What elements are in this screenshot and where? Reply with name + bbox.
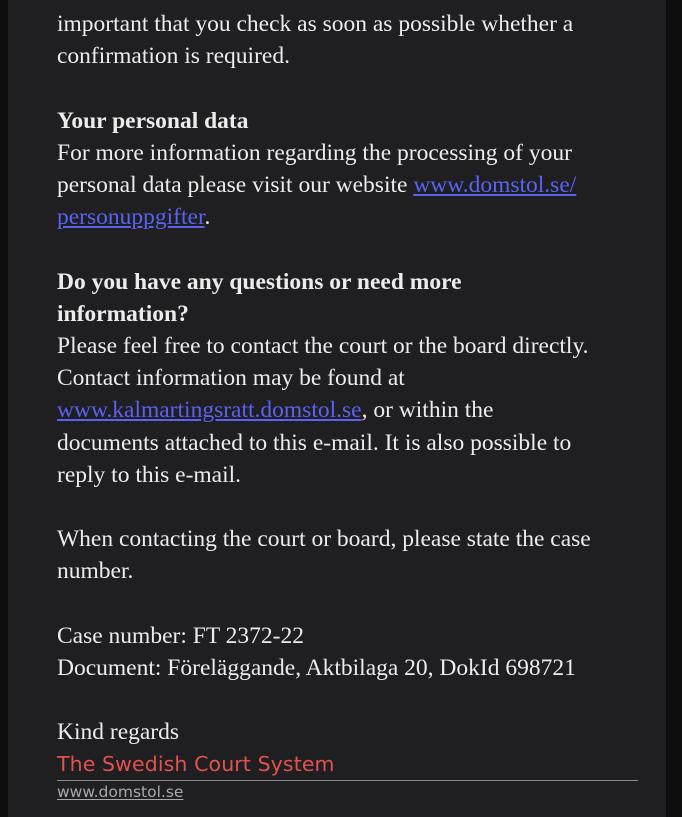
paragraph-gap <box>57 491 657 523</box>
domstol-personuppgifter-link-part-2[interactable]: personuppgifter <box>57 204 205 231</box>
personal-data-line-1: For more information regarding the processing of your <box>57 139 572 166</box>
questions-line-2: Contact information may be found at <box>57 365 405 392</box>
case-number: Case number: FT 2372-22 <box>57 622 304 649</box>
personal-data-line-3 <box>57 201 657 233</box>
questions-line-3 <box>57 394 657 426</box>
period: . <box>204 204 211 231</box>
questions-line-1: Please feel free to contact the court or the board directly. <box>57 333 589 359</box>
intro-line-1: important that you check as soon as possible whether a <box>57 11 574 37</box>
signature-divider <box>57 780 638 781</box>
signature-website-link[interactable]: www.domstol.se <box>57 783 184 801</box>
paragraph-gap <box>57 233 657 265</box>
questions-line-4: documents attached to this e-mail. It is also possible to <box>57 429 572 456</box>
paragraph-gap <box>57 72 657 104</box>
signature-name: The Swedish Court System <box>57 752 335 776</box>
paragraph-gap <box>57 684 657 716</box>
personal-data-heading: Your personal data <box>57 107 249 134</box>
kalmar-tingsratt-link[interactable]: www.kalmartingsratt.domstol.se <box>57 397 362 424</box>
questions-heading-line-2: information? <box>57 300 189 327</box>
closing-text: Kind regards <box>57 719 180 746</box>
questions-line-5: reply to this e-mail. <box>57 461 242 488</box>
paragraph-gap <box>57 588 657 620</box>
intro-line-2: confirmation is required. <box>57 43 290 70</box>
email-body <box>57 8 657 749</box>
personal-data-line-2 <box>57 169 657 201</box>
questions-heading-line-1: Do you have any questions or need more <box>57 268 462 295</box>
domstol-personuppgifter-link-part-1[interactable]: www.domstol.se/ <box>413 172 577 198</box>
personal-data-text: personal data please visit our website <box>57 172 414 198</box>
questions-line-3-text: , or within the <box>361 397 494 424</box>
contact-note-line-2: number. <box>57 558 134 585</box>
contact-note-line-1: When contacting the court or board, please state the case <box>57 526 591 553</box>
document-reference: Document: Föreläggande, Aktbilaga 20, DokId 698721 <box>57 655 576 681</box>
